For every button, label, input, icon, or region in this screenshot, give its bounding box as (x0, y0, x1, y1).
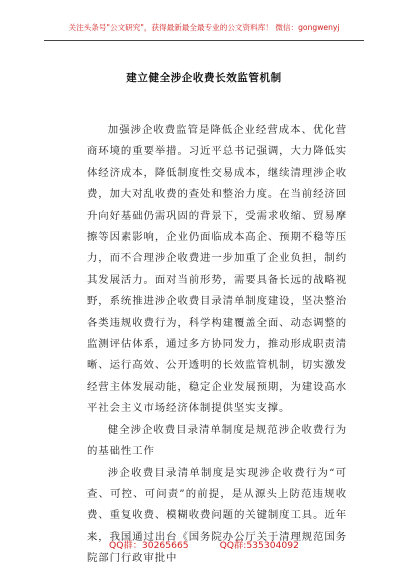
document-title: 建立健全涉企收费长效监管机制 (126, 72, 282, 84)
header-divider (44, 40, 364, 41)
footer-qq-group-1: QQ群：30265665 (109, 540, 189, 551)
footer-qq-group-2: QQ群:535304092 (219, 540, 299, 551)
footer-contact (0, 537, 408, 551)
document-body (87, 120, 347, 570)
section-heading: 健全涉企收费目录清单制度是规范涉企收费行为的基础性工作 (87, 423, 347, 458)
header-promo-note: 关注头条号"公文研究"，获得最新最全最专业的公文资料库！ 微信：gongwenyj (68, 23, 340, 32)
body-paragraph-1: 加强涉企收费监管是降低企业经营成本、优化营商环境的重要举措。习近平总书记强调，大力降低实体经济成本，降低制度性交易成本，继续清理涉企收费，加大对乱收费的查处和整治力度。在当前经济回升向好基础仍需巩固的背景下，受需求收缩、贸易摩擦等因素影响，企业仍面临成本高企、预期不稳等压力，而不合理涉企收费进一步加重了企业负担，制约其发展活力。面对当前形势，需要具备长远的战略视野，系统推进涉企收费目录清单制度建设，坚决整治各类违规收费行为，科学构建覆盖全面、动态调整的监测评估体系，通过多方协同发力，推动形成职责清晰、运行高效、公开透明的长效监管机制，切实激发经营主体发展动能，稳定企业发展预期，为建设高水平社会主义市场经济体制提供坚实支撑。 (87, 124, 347, 415)
body-paragraph-2: 涉企收费目录清单制度是实现涉企收费行为“可查、可控、可问责”的前提，是从源头上防范违规收费、重复收费、模糊收费问题的关键制度工具。近年来，我国通过出台《国务院办公厅关于清理规范国务院部门行政审批中 (87, 466, 347, 565)
